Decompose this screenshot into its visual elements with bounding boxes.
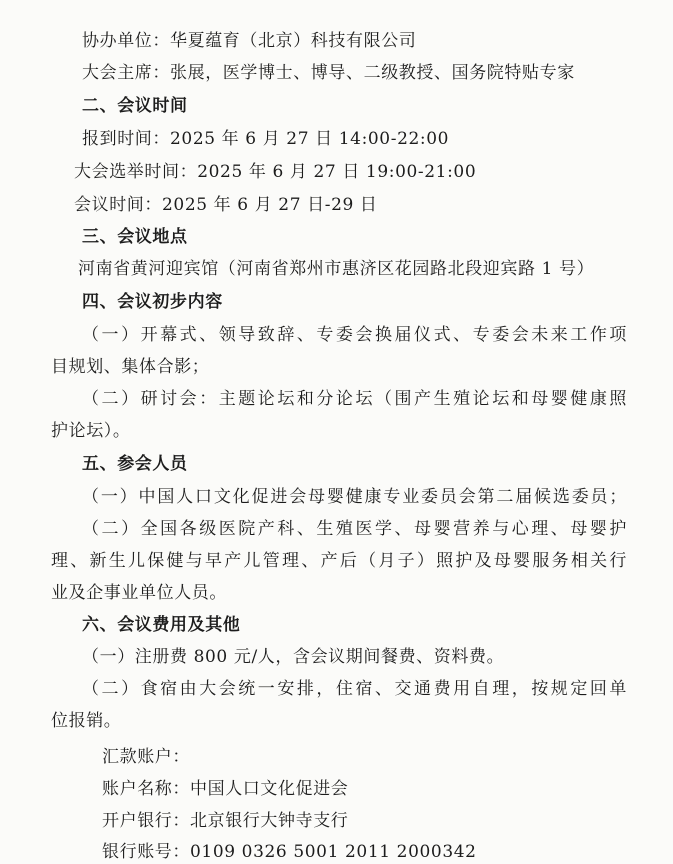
section-2-heading: 二、会议时间 bbox=[82, 96, 188, 116]
participants-item-2-line-3: 业及企事业单位人员。 bbox=[51, 583, 227, 603]
account-name: 账户名称：中国人口文化促进会 bbox=[102, 779, 349, 799]
participants-item-1: （一）中国人口文化促进会母婴健康专业委员会第二届候选委员； bbox=[82, 487, 627, 507]
remittance-label: 汇款账户： bbox=[102, 747, 190, 767]
venue-line: 河南省黄河迎宾馆（河南省郑州市惠济区花园路北段迎宾路 1 号） bbox=[78, 259, 595, 279]
fee-item-1: （一）注册费 800 元/人，含会议期间餐费、资料费。 bbox=[82, 647, 505, 667]
registration-time: 报到时间：2025 年 6 月 27 日 14:00-22:00 bbox=[82, 129, 450, 149]
participants-item-2-line-2: 理、新生儿保健与早产儿管理、产后（月子）照护及母婴服务相关行 bbox=[51, 551, 627, 571]
section-5-heading: 五、参会人员 bbox=[82, 454, 188, 474]
fee-item-2-line-2: 位报销。 bbox=[51, 711, 122, 731]
bank-name: 开户银行：北京银行大钟寺支行 bbox=[102, 811, 349, 831]
content-item-1-line-1: （一）开幕式、领导致辞、专委会换届仪式、专委会未来工作项 bbox=[82, 325, 627, 345]
section-4-heading: 四、会议初步内容 bbox=[82, 292, 223, 312]
section-3-heading: 三、会议地点 bbox=[82, 227, 188, 247]
content-item-2-line-2: 护论坛）。 bbox=[51, 421, 131, 441]
account-number: 银行账号：0109 0326 5001 2011 2000342 bbox=[102, 842, 477, 862]
chairman-line: 大会主席：张展，医学博士、博导、二级教授、国务院特贴专家 bbox=[82, 63, 575, 83]
participants-item-2-line-1: （二）全国各级医院产科、生殖医学、母婴营养与心理、母婴护 bbox=[82, 519, 627, 539]
section-6-heading: 六、会议费用及其他 bbox=[82, 615, 241, 635]
fee-item-2-line-1: （二）食宿由大会统一安排，住宿、交通费用自理，按规定回单 bbox=[82, 679, 627, 699]
meeting-time: 会议时间：2025 年 6 月 27 日-29 日 bbox=[74, 195, 378, 215]
co-organizer-line: 协办单位：华夏蕴育（北京）科技有限公司 bbox=[82, 31, 417, 51]
election-time: 大会选举时间：2025 年 6 月 27 日 19:00-21:00 bbox=[74, 162, 477, 182]
content-item-2-line-1: （二）研讨会：主题论坛和分论坛（围产生殖论坛和母婴健康照 bbox=[82, 389, 627, 409]
content-item-1-line-2: 目规划、集体合影； bbox=[51, 357, 210, 377]
